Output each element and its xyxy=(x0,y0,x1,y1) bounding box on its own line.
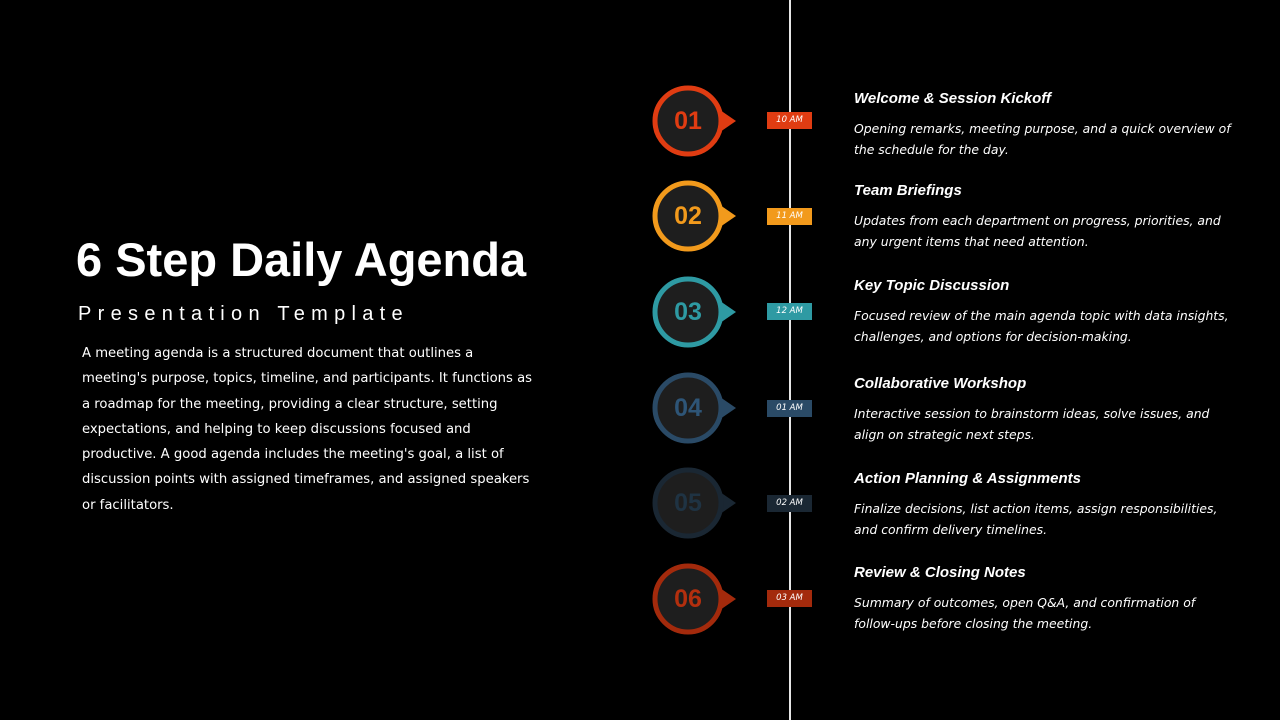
step-number: 05 xyxy=(674,489,702,517)
step-description: Focused review of the main agenda topic with data insights, challenges, and options for decision-making. xyxy=(854,308,1229,344)
slide-subtitle: Presentation Template xyxy=(78,303,409,325)
step-time-badge: 12 AM xyxy=(767,303,812,320)
step-time-badge: 11 AM xyxy=(767,208,812,225)
slide-description: A meeting agenda is a structured document that outlines a meeting's purpose, topics, timeline, and participants. It functions as a roadmap for the meeting, providing a clear structure, setting expectations, and helping to keep discussions focused and productive. A good agenda includes the meeting's goal, a list of discussion points with assigned timeframes, and assigned speakers or facilitators. xyxy=(82,346,533,513)
step-title: Review & Closing Notes xyxy=(854,564,1026,581)
step-marker-6 xyxy=(652,563,736,635)
step-marker-4 xyxy=(652,372,736,444)
step-time-badge: 01 AM xyxy=(767,400,812,417)
slide-title: 6 Step Daily Agenda xyxy=(76,233,527,286)
step-marker-1 xyxy=(652,85,736,157)
step-time-badge: 02 AM xyxy=(767,495,812,512)
step-title: Welcome & Session Kickoff xyxy=(854,90,1052,107)
timeline-line xyxy=(789,0,791,720)
step-number: 02 xyxy=(674,202,702,230)
step-description: Updates from each department on progress, priorities, and any urgent items that need attention. xyxy=(854,213,1221,249)
step-title: Action Planning & Assignments xyxy=(854,470,1081,487)
step-description: Opening remarks, meeting purpose, and a quick overview of the schedule for the day. xyxy=(854,121,1231,157)
step-number: 04 xyxy=(674,394,702,422)
step-title: Team Briefings xyxy=(854,182,962,199)
step-title: Key Topic Discussion xyxy=(854,277,1010,294)
step-description: Finalize decisions, list action items, assign responsibilities, and confirm delivery timelines. xyxy=(854,501,1218,537)
step-number: 03 xyxy=(674,298,702,326)
step-number: 06 xyxy=(674,585,702,613)
step-number: 01 xyxy=(674,107,702,135)
step-time-badge: 03 AM xyxy=(767,590,812,607)
step-marker-2 xyxy=(652,180,736,252)
step-marker-5 xyxy=(652,467,736,539)
step-title: Collaborative Workshop xyxy=(854,375,1027,392)
step-description: Summary of outcomes, open Q&A, and confirmation of follow-ups before closing the meeting. xyxy=(854,595,1196,631)
step-description: Interactive session to brainstorm ideas, solve issues, and align on strategic next steps. xyxy=(854,406,1210,442)
step-time-badge: 10 AM xyxy=(767,112,812,129)
step-marker-3 xyxy=(652,276,736,348)
